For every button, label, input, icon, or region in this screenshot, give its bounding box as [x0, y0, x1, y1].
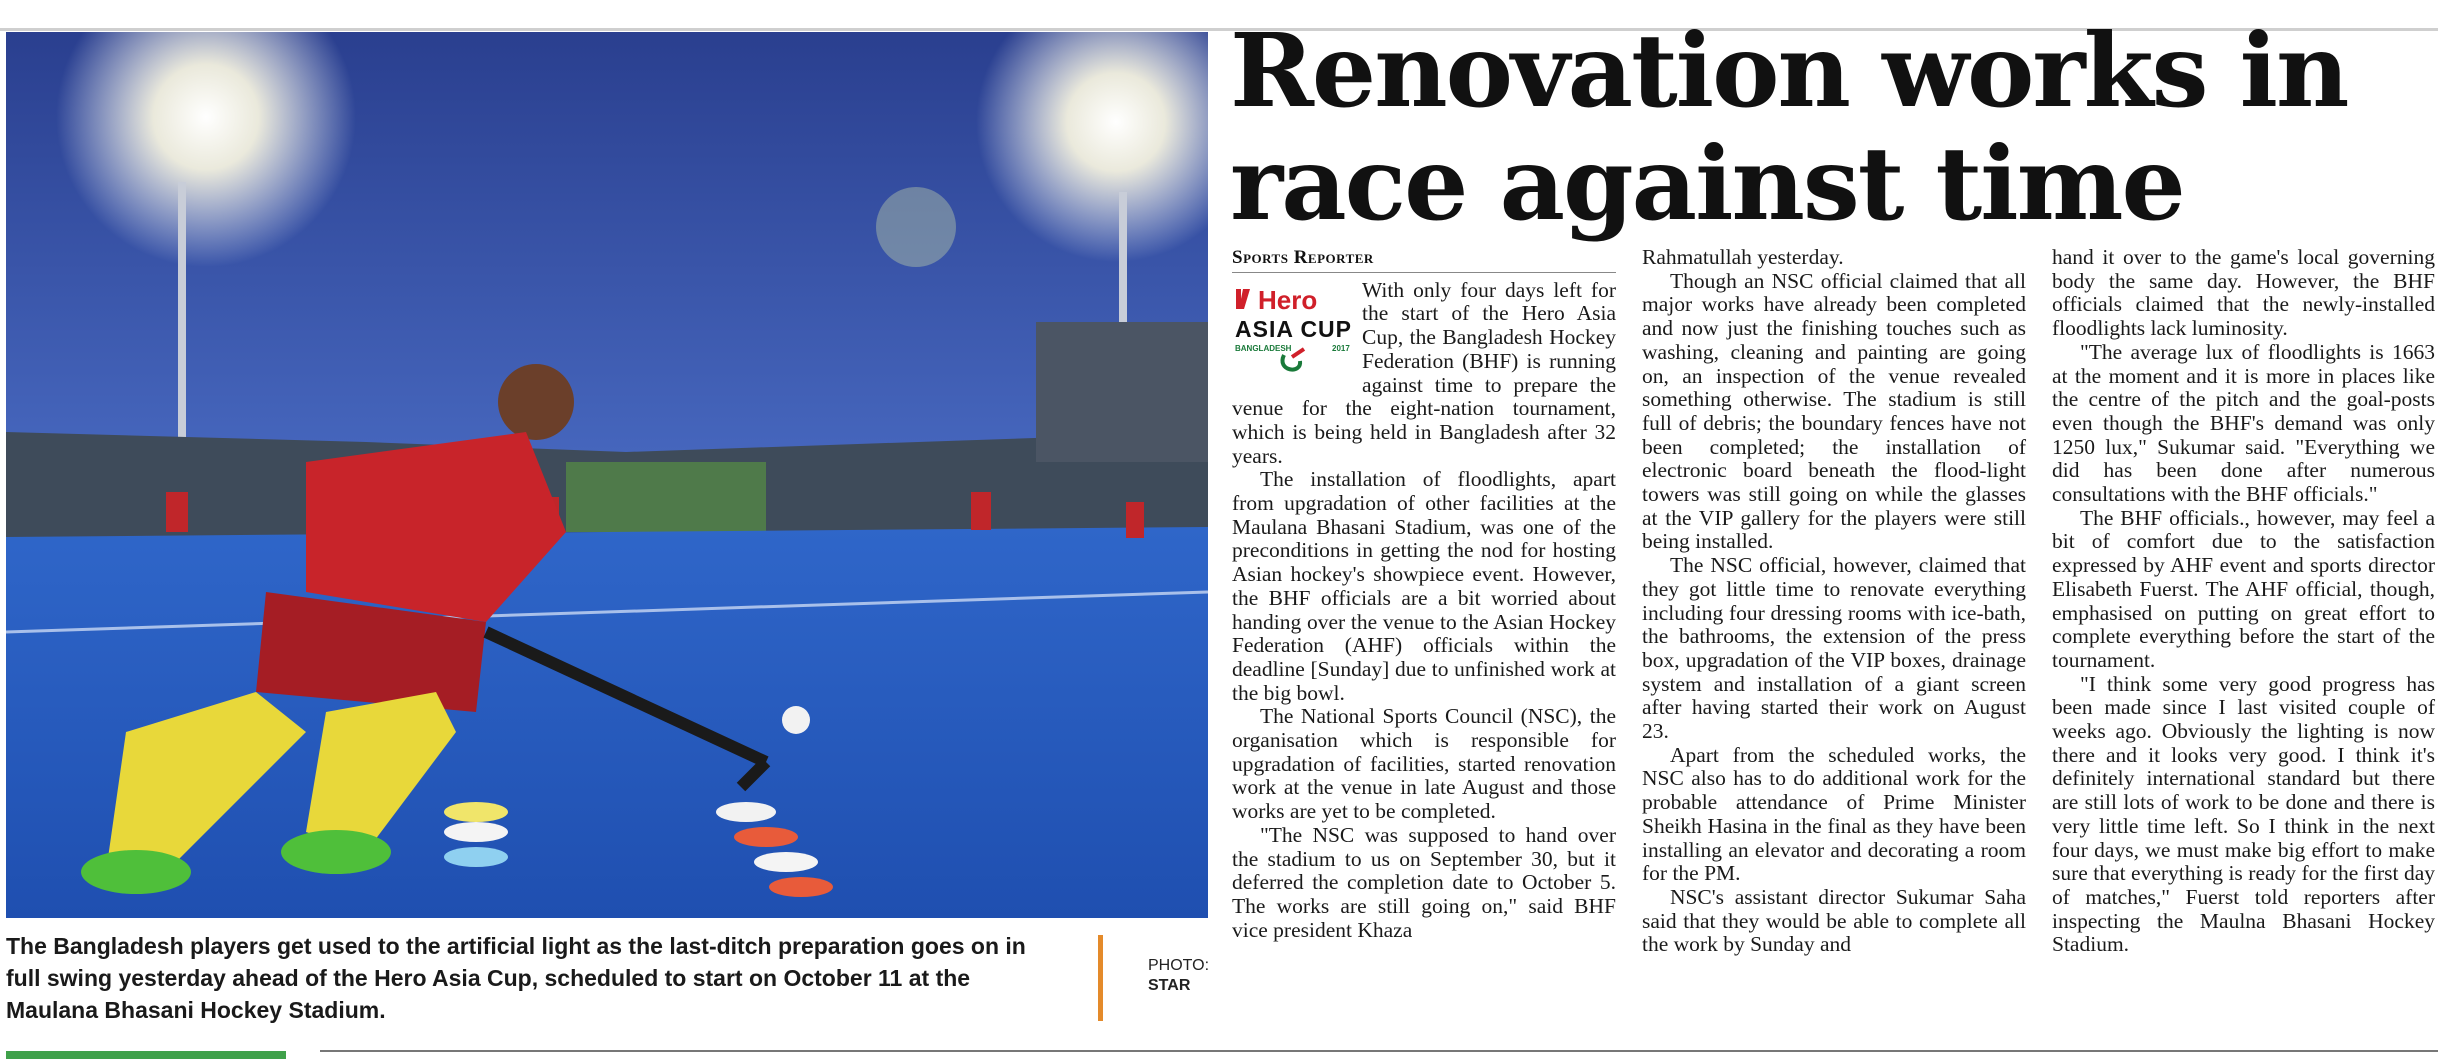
logo-brand: Hero	[1258, 284, 1318, 315]
article-column-3	[2052, 246, 2435, 957]
paragraph: hand it over to the game's local governing body the same day. However, the BHF officials claimed that the newly-installed floodlights lack luminosity.	[2052, 245, 2435, 341]
paragraph: Rahmatullah yesterday.	[1642, 245, 1844, 269]
photo-caption: The Bangladesh players get used to the artificial light as the last-ditch preparation goes on in full swing yesterday ahead of the Hero Asia Cup, scheduled to start on October 11 at the Maulana Bhasani Hockey Stadium.	[6, 933, 1026, 1023]
credit-divider	[1098, 935, 1103, 1021]
paragraph: "The NSC was supposed to hand over the stadium to us on September 30, but it deferred the completion date to October 5. The works are still going on," said BHF vice president Khaza	[1232, 822, 1616, 942]
article-column-2	[1642, 246, 2026, 957]
paragraph: The NSC official, however, claimed that they got little time to renovate everything including four dressing rooms with ice-bath, the bathrooms, the extension of the press box, upgradation of the VIP boxes, drainage system and installation of a giant screen after having started their work on August 23.	[1642, 553, 2026, 744]
paragraph: NSC's assistant director Sukumar Saha said that they would be able to complete all the work by Sunday and	[1642, 884, 2026, 957]
credit-name: STAR	[1148, 977, 1191, 994]
hockey-training-photo	[6, 32, 1208, 918]
headline	[1230, 11, 2430, 243]
logo-year: 2017	[1332, 343, 1350, 353]
logo-place: BANGLADESH	[1235, 343, 1292, 353]
headline-line-1: Renovation works in	[1230, 11, 2348, 130]
paragraph: Apart from the scheduled works, the NSC also has to do additional work for the probable attendance of Prime Minister Sheikh Hasina in the final as they have been installing an elevator and decorating a room for the PM.	[1642, 742, 2026, 886]
paragraph: "I think some very good progress has been made since I last visited couple of weeks ago. Obviously the lighting is now there and it looks very good. I think it's definitely international standard but there are still lots of work to be done and there is very little time left. So I think in the next four days, we must make big effort to make sure that everything is ready for the first day of matches," Fuerst told reporters after inspecting the Maulna Bhasani Hockey Stadium.	[2052, 671, 2435, 957]
paragraph: The National Sports Council (NSC), the organisation which is responsible for upgradation of facilities, started renovation work at the venue in late August and those works are yet to be completed.	[1232, 704, 1616, 824]
byline: Sports Reporter	[1232, 246, 1616, 273]
paragraph: Though an NSC official claimed that all major works have already been completed and now just the finishing touches such as washing, cleaning and painting are going on, an inspection of the venue revealed something otherwise. The stadium is still full of debris; the boundary fences have not been completed; the installation of electronic board beneath the flood-light towers was still going on while the glasses at the VIP gallery for the players were still being installed.	[1642, 268, 2026, 554]
headline-line-2: race against time	[1230, 124, 2184, 243]
paragraph: With only four days left for the start of the Hero Asia Cup, the Bangladesh Hockey Federation (BHF) is running against time to prepare the venue for the eight-nation tournament, which is being held in Bangladesh after 32 years.	[1232, 277, 1616, 468]
photo-credit	[1148, 956, 1209, 996]
logo-event: ASIA CUP	[1235, 315, 1351, 342]
article-column-1	[1232, 246, 1616, 942]
credit-label: PHOTO:	[1148, 957, 1210, 974]
bottom-rule	[320, 1050, 2438, 1052]
paragraph: The installation of floodlights, apart from upgradation of other facilities at the Maulana Bhasani Stadium, was one of the preconditions in getting the nod for hosting Asian hockey's showpiece event. However, the BHF officials are a bit worried about handing over the venue to the Asian Hockey Federation (AHF) officials within the deadline [Sunday] due to unfinished work at the big bowl.	[1232, 467, 1616, 705]
paragraph: "The average lux of floodlights is 1663 at the moment and it is more in places like the centre of the pitch and the goal-posts even though the BHF's demand was only 1250 lux," Sukumar said. "Everything we did has been done after numerous consultations with the BHF officials."	[2052, 339, 2435, 507]
hero-asia-cup-logo	[1232, 279, 1356, 379]
section-accent-bar	[6, 1051, 286, 1059]
paragraph: The BHF officials., however, may feel a bit of comfort due to the satisfaction expressed by AHF event and sports director Elisabeth Fuerst. The AHF official, though, emphasised on putting on great effort to complete everything before the start of the tournament.	[2052, 505, 2435, 672]
